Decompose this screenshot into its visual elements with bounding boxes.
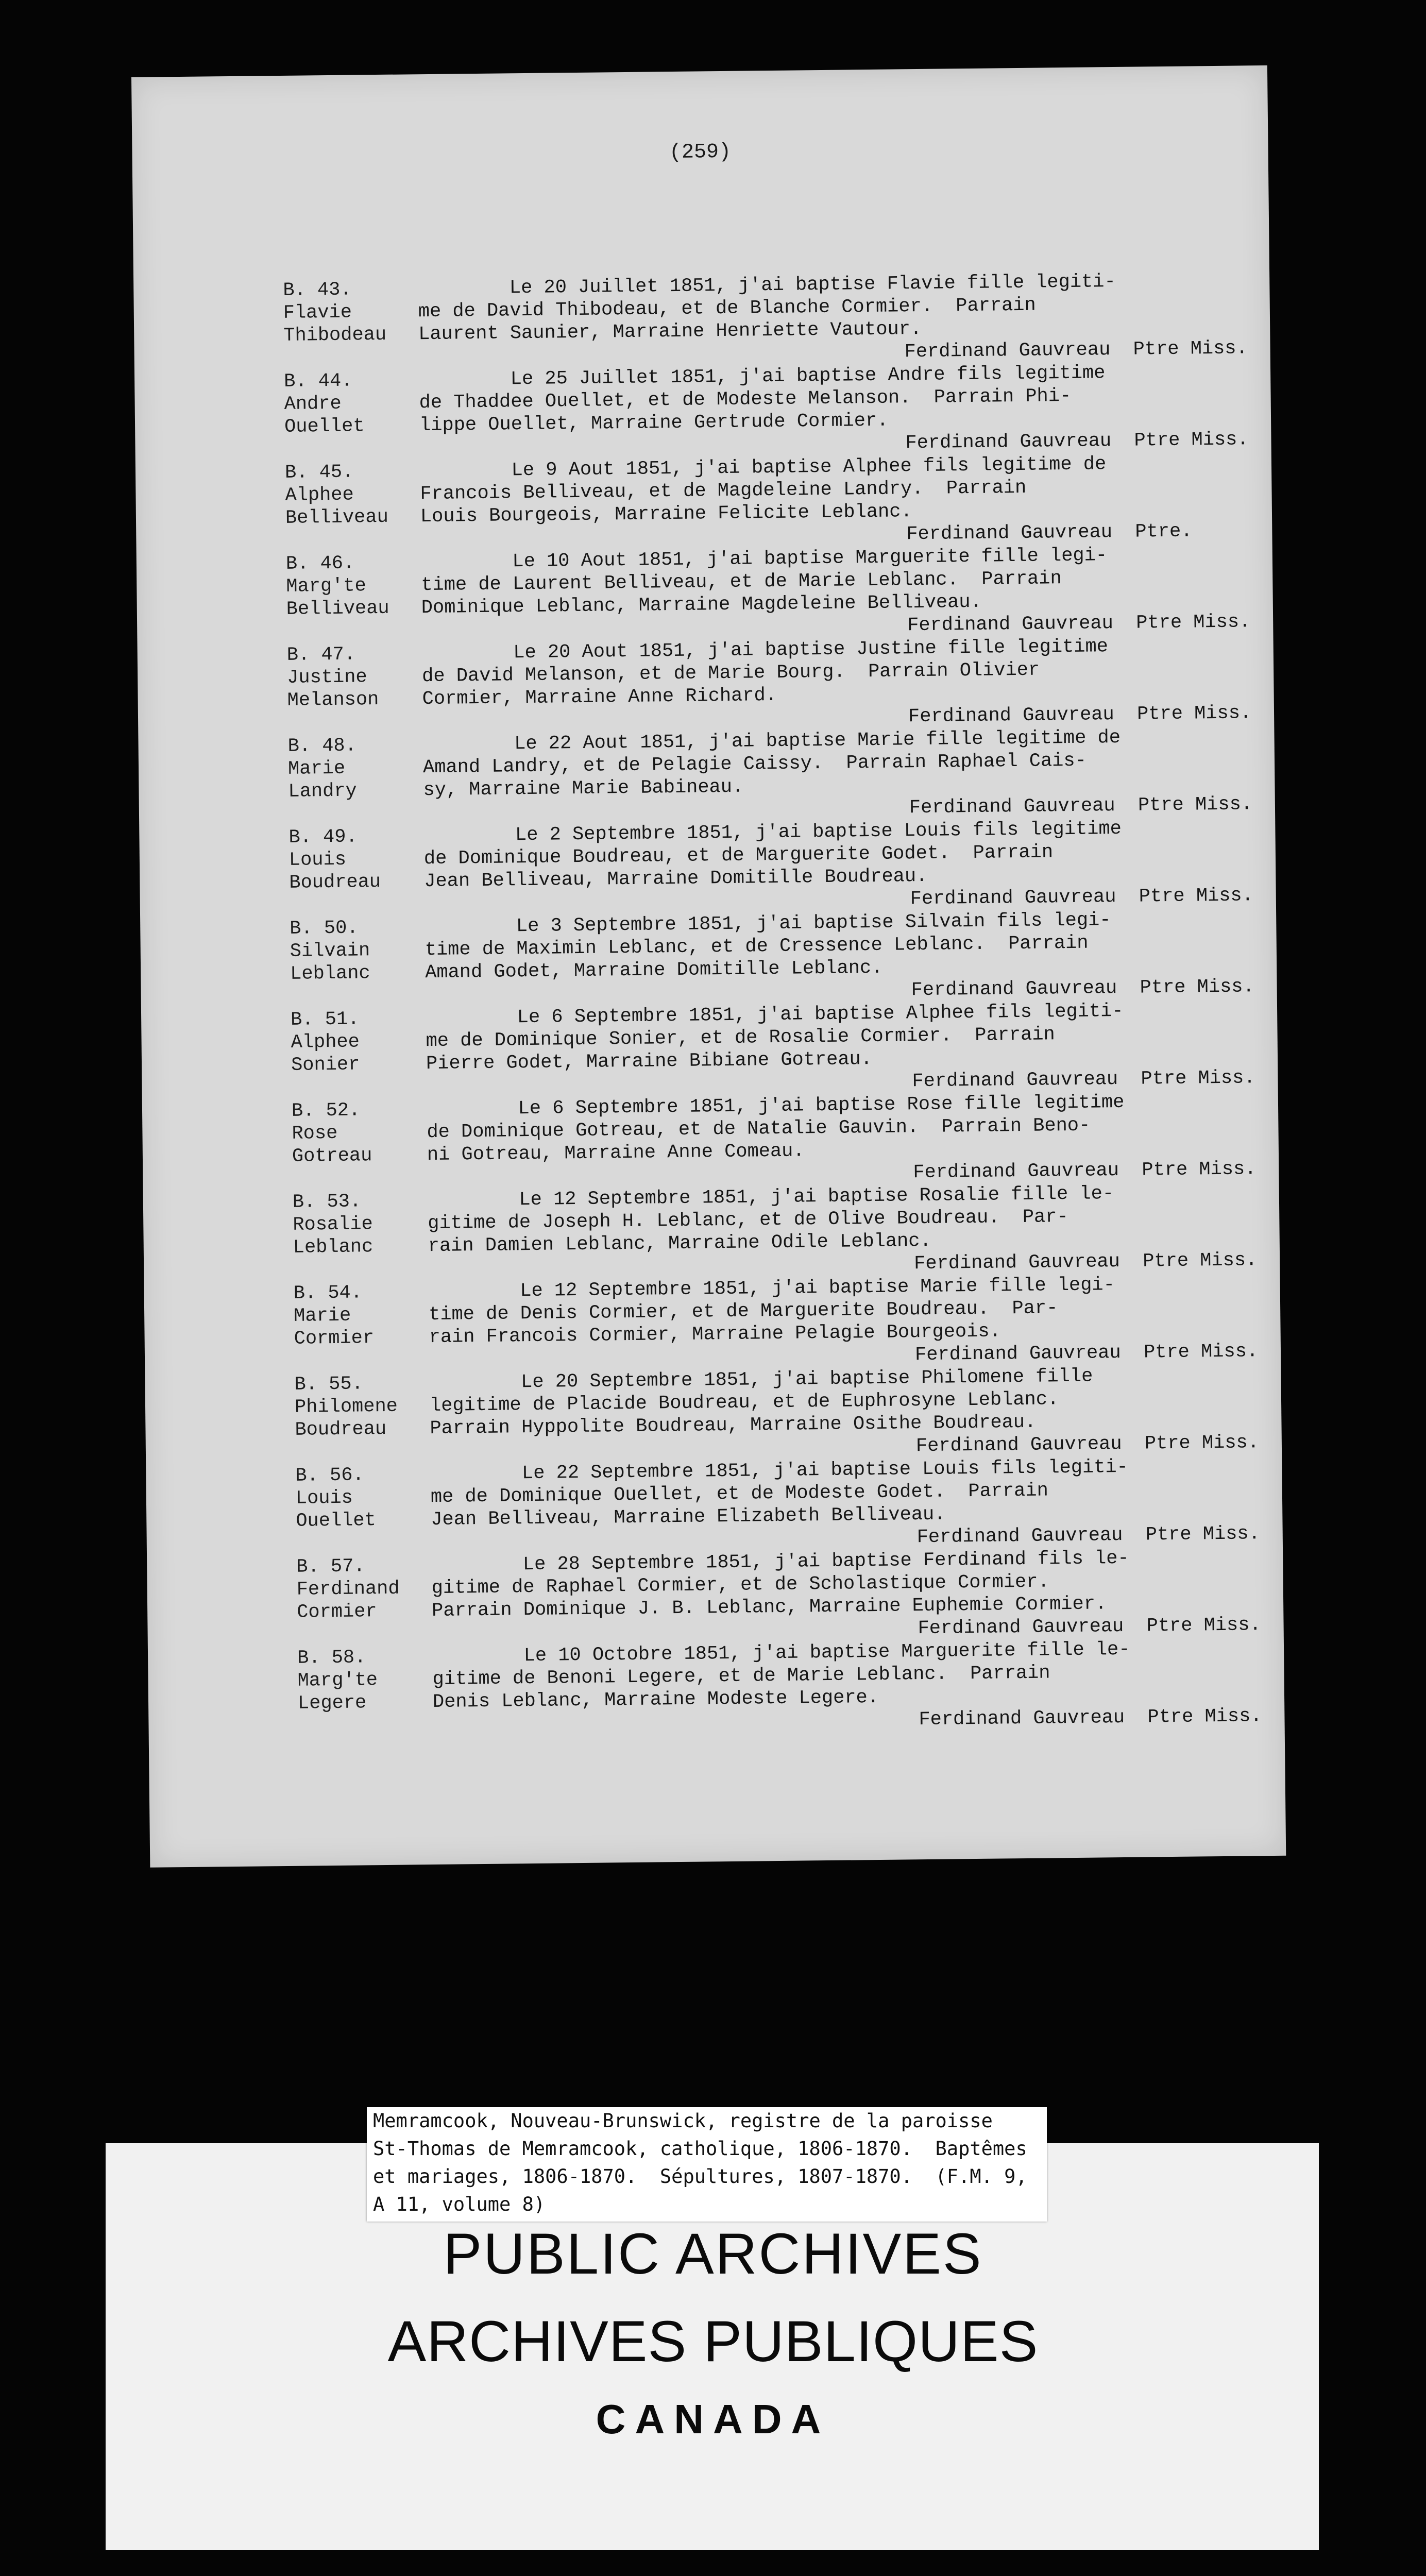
baptism-entry bbox=[292, 1181, 1258, 1281]
entry-line: legitime de Placide Boudreau, et de Euphrosyne Leblanc. bbox=[429, 1388, 1059, 1417]
entry-signature: Ferdinand Gauvreau Ptre Miss. bbox=[916, 1523, 1261, 1549]
entry-margin-note: B. 44. Andre Ouellet bbox=[283, 370, 365, 438]
entry-line: Amand Godet, Marraine Domitille Leblanc. bbox=[425, 957, 883, 984]
entry-line: sy, Marraine Marie Babineau. bbox=[423, 776, 744, 802]
baptism-entry bbox=[288, 816, 1254, 917]
entry-signature: Ferdinand Gauvreau Ptre Miss. bbox=[904, 337, 1248, 363]
entry-margin-note: B. 50. Silvain Leblanc bbox=[290, 917, 370, 985]
entry-line: Le 12 Septembre 1851, j'ai baptise Marie fille legi- bbox=[428, 1274, 1115, 1303]
entry-line: time de Denis Cormier, et de Marguerite Boudreau. Par- bbox=[428, 1297, 1058, 1326]
entry-line: de Dominique Gotreau, et de Natalie Gauvin. Parrain Beno- bbox=[427, 1114, 1091, 1144]
entry-margin-note: B. 45. Alphee Belliveau bbox=[284, 461, 389, 529]
entry-margin-note: B. 58. Marg'te Legere bbox=[297, 1647, 378, 1715]
entry-signature: Ferdinand Gauvreau Ptre Miss. bbox=[913, 1249, 1258, 1275]
entry-line: Le 22 Septembre 1851, j'ai baptise Louis fils legiti- bbox=[430, 1456, 1128, 1486]
catalog-label-line: St-Thomas de Memramcook, catholique, 1806-1870. Baptêmes bbox=[373, 2138, 1027, 2160]
entry-signature: Ferdinand Gauvreau Ptre Miss. bbox=[907, 611, 1251, 637]
entry-line: de Dominique Boudreau, et de Marguerite Godet. Parrain bbox=[423, 841, 1054, 870]
entry-line: me de Dominique Ouellet, et de Modeste Godet. Parrain bbox=[430, 1480, 1049, 1509]
entry-signature: Ferdinand Gauvreau Ptre Miss. bbox=[911, 976, 1254, 1002]
baptism-entry bbox=[290, 998, 1255, 1099]
entry-line: Jean Belliveau, Marraine Domitille Boudreau. bbox=[424, 865, 928, 893]
entry-margin-note: B. 43. Flavie Thibodeau bbox=[283, 279, 387, 347]
baptism-entry bbox=[286, 634, 1252, 734]
entry-margin-note: B. 48. Marie Landry bbox=[287, 735, 357, 803]
entry-line: Le 10 Octobre 1851, j'ai baptise Marguerite fille le- bbox=[432, 1638, 1130, 1668]
archives-publiques-heading: ARCHIVES PUBLIQUES bbox=[387, 2309, 1039, 2374]
entry-signature: Ferdinand Gauvreau Ptre Miss. bbox=[908, 702, 1252, 728]
entry-signature: Ferdinand Gauvreau Ptre Miss. bbox=[909, 793, 1253, 819]
catalog-label-line: A 11, volume 8) bbox=[373, 2193, 546, 2215]
entry-signature: Ferdinand Gauvreau Ptre Miss. bbox=[919, 1705, 1262, 1731]
baptism-entry bbox=[295, 1454, 1261, 1555]
entry-margin-note: B. 54. Marie Cormier bbox=[293, 1282, 375, 1350]
entry-line: Le 6 Septembre 1851, j'ai baptise Rose fille legitime bbox=[426, 1091, 1125, 1121]
entry-line: Le 3 Septembre 1851, j'ai baptise Silvain fils legi- bbox=[425, 909, 1111, 939]
entry-body bbox=[426, 998, 1249, 1075]
entry-line: gitime de Raphael Cormier, et de Scholastique Cormier. bbox=[431, 1571, 1049, 1600]
entry-body bbox=[432, 1637, 1256, 1714]
entry-body bbox=[422, 634, 1246, 710]
entry-line: gitime de Benoni Legere, et de Marie Leblanc. Parrain bbox=[432, 1662, 1050, 1691]
entry-body bbox=[427, 1090, 1250, 1166]
entry-signature: Ferdinand Gauvreau Ptre Miss. bbox=[905, 429, 1249, 454]
page-number: (259) bbox=[669, 140, 732, 165]
entry-line: Le 25 Juillet 1851, j'ai baptise Andre fils legitime bbox=[418, 362, 1106, 392]
canada-heading: CANADA bbox=[596, 2396, 830, 2442]
entry-line: lippe Ouellet, Marraine Gertrude Cormier. bbox=[419, 410, 889, 437]
entry-line: de Thaddee Ouellet, et de Modeste Melanson. Parrain Phi- bbox=[419, 385, 1072, 414]
entry-body bbox=[418, 269, 1242, 346]
baptism-entry bbox=[297, 1637, 1262, 1737]
entry-line: time de Maximin Leblanc, et de Cressence Leblanc. Parrain bbox=[425, 932, 1089, 961]
entry-margin-note: B. 52. Rose Gotreau bbox=[291, 1099, 372, 1167]
entry-line: Dominique Leblanc, Marraine Magdeleine Belliveau. bbox=[421, 591, 982, 619]
entry-margin-note: B. 49. Louis Boudreau bbox=[288, 826, 381, 894]
entry-line: Le 2 Septembre 1851, j'ai baptise Louis fils legitime bbox=[423, 818, 1122, 848]
entry-body bbox=[420, 451, 1244, 528]
entry-line: Jean Belliveau, Marraine Elizabeth Belliveau. bbox=[431, 1503, 946, 1531]
entry-margin-note: B. 51. Alphee Sonier bbox=[290, 1008, 360, 1076]
entry-line: Laurent Saunier, Marraine Henriette Vautour. bbox=[418, 318, 922, 346]
baptism-entry bbox=[283, 360, 1249, 461]
baptism-entry bbox=[293, 1272, 1259, 1372]
catalog-label-line: et mariages, 1806-1870. Sépultures, 1807-1870. (F.M. 9, bbox=[373, 2165, 1027, 2188]
entry-body bbox=[428, 1272, 1252, 1349]
entry-margin-note: B. 55. Philomene Boudreau bbox=[294, 1373, 398, 1441]
entry-signature: Ferdinand Gauvreau Ptre Miss. bbox=[914, 1341, 1259, 1366]
entry-body bbox=[423, 816, 1247, 893]
entry-line: Le 20 Juillet 1851, j'ai baptise Flavie fille legiti- bbox=[418, 271, 1116, 300]
entry-line: Parrain Dominique J. B. Leblanc, Marraine Euphemie Cormier. bbox=[431, 1593, 1107, 1622]
entry-signature: Ferdinand Gauvreau Ptre Miss. bbox=[913, 1158, 1257, 1184]
entry-line: Cormier, Marraine Anne Richard. bbox=[422, 684, 777, 710]
entry-line: me de David Thibodeau, et de Blanche Cormier. Parrain bbox=[418, 294, 1036, 323]
baptism-entry bbox=[296, 1546, 1261, 1646]
entry-line: de David Melanson, et de Marie Bourg. Parrain Olivier bbox=[421, 659, 1040, 688]
entry-body bbox=[421, 543, 1245, 619]
entry-signature: Ferdinand Gauvreau Ptre Miss. bbox=[915, 1432, 1260, 1458]
entry-line: ni Gotreau, Marraine Anne Comeau. bbox=[427, 1140, 805, 1166]
baptism-entries bbox=[283, 269, 1262, 1738]
entry-signature: Ferdinand Gauvreau Ptre Miss. bbox=[918, 1614, 1261, 1640]
entry-line: Le 12 Septembre 1851, j'ai baptise Rosalie fille le- bbox=[427, 1183, 1114, 1212]
entry-line: Le 20 Aout 1851, j'ai baptise Justine fille legitime bbox=[421, 636, 1109, 665]
entry-line: Le 20 Septembre 1851, j'ai baptise Philomene fille bbox=[429, 1365, 1093, 1395]
entry-margin-note: B. 46. Marg'te Belliveau bbox=[285, 552, 389, 620]
entry-line: Le 22 Aout 1851, j'ai baptise Marie fille legitime de bbox=[422, 726, 1121, 756]
entry-line: Le 6 Septembre 1851, j'ai baptise Alphee fils legiti- bbox=[425, 1000, 1124, 1030]
entry-line: Amand Landry, et de Pelagie Caissy. Parrain Raphael Cais- bbox=[422, 750, 1087, 779]
entry-line: Le 9 Aout 1851, j'ai baptise Alphee fils legitime de bbox=[419, 453, 1107, 483]
entry-body bbox=[428, 1181, 1251, 1258]
entry-body bbox=[431, 1546, 1255, 1622]
baptism-entry bbox=[291, 1090, 1257, 1190]
entry-margin-note: B. 47. Justine Melanson bbox=[286, 643, 379, 711]
baptism-entry bbox=[287, 725, 1253, 825]
entry-line: Le 10 Aout 1851, j'ai baptise Marguerite fille legi- bbox=[420, 545, 1108, 574]
entry-line: Francois Belliveau, et de Magdeleine Landry. Parrain bbox=[420, 477, 1027, 505]
catalog-label-line: Memramcook, Nouveau-Brunswick, registre de la paroisse bbox=[373, 2110, 993, 2132]
entry-line: me de Dominique Sonier, et de Rosalie Cormier. Parrain bbox=[426, 1024, 1055, 1053]
entry-margin-note: B. 53. Rosalie Leblanc bbox=[292, 1191, 374, 1259]
entry-body bbox=[430, 1454, 1254, 1531]
entry-body bbox=[419, 360, 1243, 437]
entry-body bbox=[429, 1363, 1253, 1440]
catalog-label bbox=[367, 2107, 1047, 2222]
baptism-entry bbox=[294, 1363, 1260, 1464]
entry-body bbox=[425, 907, 1248, 984]
register-page bbox=[131, 65, 1286, 1868]
entry-line: Denis Leblanc, Marraine Modeste Legere. bbox=[432, 1686, 879, 1714]
entry-body bbox=[422, 725, 1246, 802]
entry-margin-note: B. 57. Ferdinand Cormier bbox=[296, 1555, 400, 1623]
entry-line: rain Damien Leblanc, Marraine Odile Leblanc. bbox=[428, 1230, 931, 1258]
baptism-entry bbox=[285, 451, 1244, 552]
entry-signature: Ferdinand Gauvreau Ptre Miss. bbox=[912, 1067, 1255, 1093]
entry-line: gitime de Joseph H. Leblanc, et de Olive Boudreau. Par- bbox=[428, 1206, 1068, 1235]
baptism-entry bbox=[285, 543, 1251, 643]
entry-signature: Ferdinand Gauvreau Ptre Miss. bbox=[910, 885, 1254, 910]
entry-line: time de Laurent Belliveau, et de Marie Leblanc. Parrain bbox=[421, 568, 1062, 597]
entry-line: rain Francois Cormier, Marraine Pelagie Bourgeois. bbox=[429, 1320, 1001, 1349]
public-archives-heading: PUBLIC ARCHIVES bbox=[443, 2222, 983, 2286]
entry-signature: Ferdinand Gauvreau Ptre. bbox=[906, 520, 1193, 546]
baptism-entry bbox=[290, 907, 1254, 1008]
entry-line: Louis Bourgeois, Marraine Felicite Leblanc. bbox=[420, 501, 912, 528]
entry-line: Parrain Hyppolite Boudreau, Marraine Osithe Boudreau. bbox=[430, 1411, 1037, 1440]
entry-line: Pierre Godet, Marraine Bibiane Gotreau. bbox=[426, 1048, 873, 1075]
baptism-entry bbox=[283, 269, 1248, 369]
entry-line: Le 28 Septembre 1851, j'ai baptise Ferdinand fils le- bbox=[431, 1547, 1129, 1577]
entry-margin-note: B. 56. Louis Ouellet bbox=[295, 1464, 377, 1532]
